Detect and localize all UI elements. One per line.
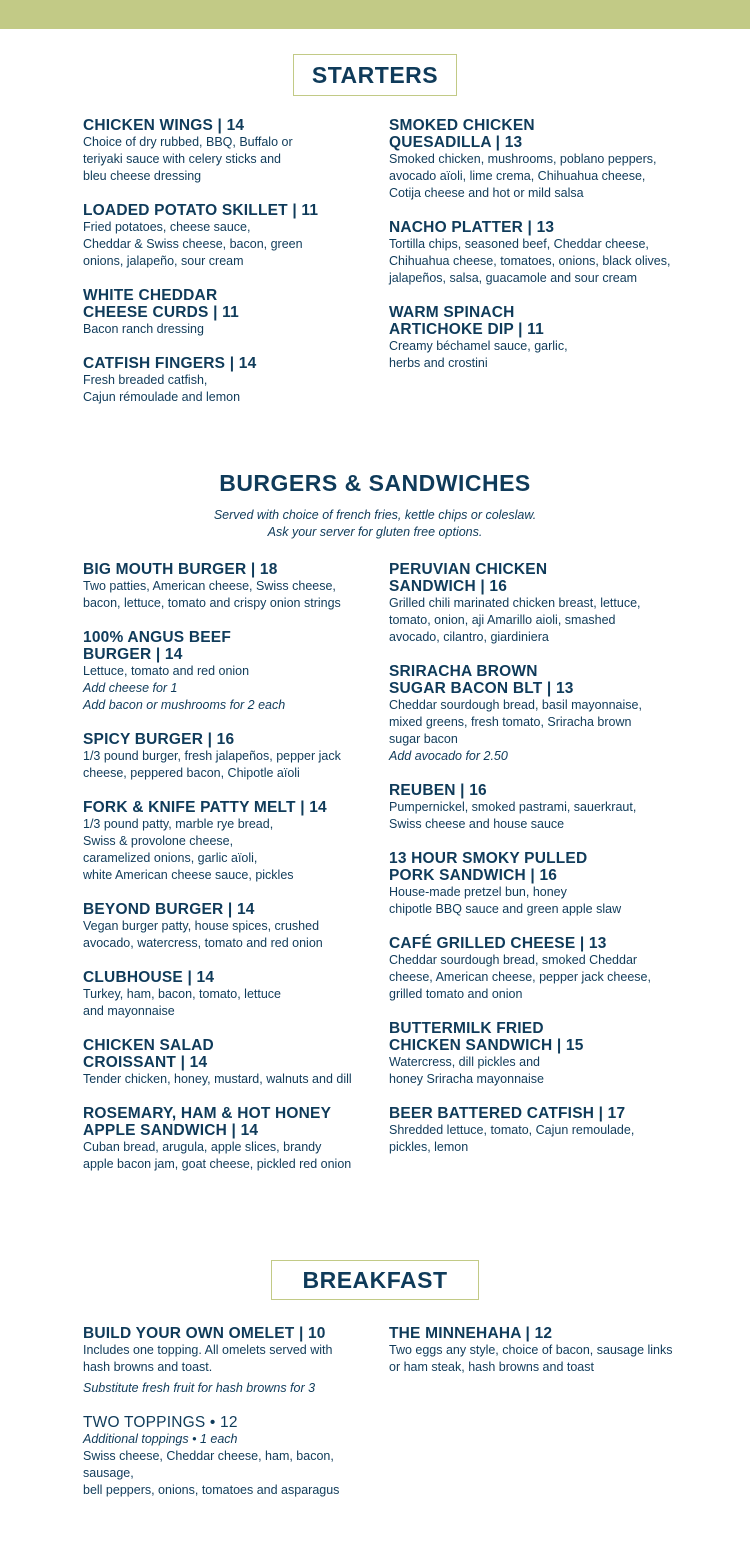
burgers-subtitle	[0, 507, 750, 541]
menu-item	[83, 1037, 383, 1088]
menu-item-description: or ham steak, hash browns and toast	[389, 1360, 594, 1374]
menu-item-name: BEYOND BURGER | 14	[83, 901, 255, 918]
menu-item-description: pickles, lemon	[389, 1140, 469, 1154]
menu-item-description: Cuban bread, arugula, apple slices, brandy	[83, 1140, 322, 1154]
menu-item	[389, 117, 689, 202]
menu-item-note: Add avocado for 2.50	[389, 749, 508, 763]
subtitle-line: Ask your server for gluten free options.	[267, 525, 483, 539]
menu-item-name: TWO TOPPINGS • 12	[83, 1414, 238, 1431]
menu-item-description: Cheddar sourdough bread, basil mayonnaise,	[389, 698, 642, 712]
menu-item-description: Tortilla chips, seasoned beef, Cheddar cheese,	[389, 237, 649, 251]
menu-item	[83, 1325, 383, 1397]
menu-item-name: SPICY BURGER | 16	[83, 731, 235, 748]
starters-left-column	[83, 117, 373, 423]
menu-item	[389, 850, 689, 918]
menu-item-description: bell peppers, onions, tomatoes and asparagus	[83, 1483, 340, 1497]
subtitle-line: Served with choice of french fries, kettle chips or coleslaw.	[213, 508, 537, 522]
menu-item-description: Smoked chicken, mushrooms, poblano peppers,	[389, 152, 657, 166]
menu-item	[83, 287, 373, 338]
menu-item-description: Grilled chili marinated chicken breast, lettuce,	[389, 596, 641, 610]
menu-item-description: Shredded lettuce, tomato, Cajun remoulade,	[389, 1123, 635, 1137]
menu-item-description: Cheddar sourdough bread, smoked Cheddar	[389, 953, 638, 967]
menu-item-description: Swiss cheese, Cheddar cheese, ham, bacon, sausage,	[83, 1449, 334, 1480]
menu-item	[389, 663, 689, 765]
menu-item-name: WARM SPINACH	[389, 304, 515, 321]
menu-item-name: BURGER | 14	[83, 646, 183, 663]
menu-item-description: honey Sriracha mayonnaise	[389, 1072, 544, 1086]
menu-item-description: Fried potatoes, cheese sauce,	[83, 220, 251, 234]
menu-item-description: Swiss & provolone cheese,	[83, 834, 234, 848]
menu-item-name: ARTICHOKE DIP | 11	[389, 321, 544, 338]
menu-item-name: CHEESE CURDS | 11	[83, 304, 239, 321]
menu-item-description: avocado aïoli, lime crema, Chihuahua cheese,	[389, 169, 646, 183]
menu-item-description: caramelized onions, garlic aïoli,	[83, 851, 258, 865]
menu-item	[389, 304, 689, 372]
menu-item-description: Choice of dry rubbed, BBQ, Buffalo or	[83, 135, 293, 149]
menu-item	[83, 355, 373, 406]
menu-item-name: WHITE CHEDDAR	[83, 287, 218, 304]
menu-item	[83, 202, 373, 270]
breakfast-left-column	[83, 1325, 383, 1516]
breakfast-title: BREAKFAST	[271, 1260, 479, 1300]
menu-item-description: and mayonnaise	[83, 1004, 175, 1018]
menu-item-description: Vegan burger patty, house spices, crushed	[83, 919, 320, 933]
menu-item-description: Lettuce, tomato and red onion	[83, 664, 250, 678]
menu-item	[83, 901, 383, 952]
menu-item-name: CROISSANT | 14	[83, 1054, 208, 1071]
menu-item-description: Swiss cheese and house sauce	[389, 817, 565, 831]
menu-item-description: cheese, American cheese, pepper jack cheese,	[389, 970, 651, 984]
menu-item-note: Additional toppings • 1 each	[83, 1432, 238, 1446]
menu-item	[83, 561, 383, 612]
menu-item-name: 13 HOUR SMOKY PULLED	[389, 850, 588, 867]
menu-item-description: Two eggs any style, choice of bacon, sausage links	[389, 1343, 673, 1357]
menu-item-description: Includes one topping. All omelets served with	[83, 1343, 333, 1357]
menu-item-name: NACHO PLATTER | 13	[389, 219, 555, 236]
menu-item-description: Two patties, American cheese, Swiss cheese,	[83, 579, 336, 593]
menu-item	[389, 1105, 689, 1156]
menu-item	[83, 731, 383, 782]
menu-item-name: CLUBHOUSE | 14	[83, 969, 215, 986]
menu-item	[389, 561, 689, 646]
burgers-right-column	[389, 561, 689, 1173]
menu-item-name: APPLE SANDWICH | 14	[83, 1122, 259, 1139]
menu-item-note: Add bacon or mushrooms for 2 each	[83, 698, 286, 712]
menu-item-description: herbs and crostini	[389, 356, 488, 370]
menu-item-description: 1/3 pound patty, marble rye bread,	[83, 817, 274, 831]
menu-item-name: BUILD YOUR OWN OMELET | 10	[83, 1325, 326, 1342]
menu-item-name: CHICKEN SALAD	[83, 1037, 214, 1054]
menu-item-description: apple bacon jam, goat cheese, pickled red onion	[83, 1157, 352, 1171]
menu-item-name: CAFÉ GRILLED CHEESE | 13	[389, 935, 607, 952]
menu-item-description: white American cheese sauce, pickles	[83, 868, 294, 882]
menu-item-description: jalapeños, salsa, guacamole and sour cream	[389, 271, 638, 285]
menu-item-description: 1/3 pound burger, fresh jalapeños, pepper jack	[83, 749, 341, 763]
menu-item-name: THE MINNEHAHA | 12	[389, 1325, 553, 1342]
breakfast-right-column	[389, 1325, 689, 1393]
menu-item	[83, 969, 383, 1020]
menu-item	[389, 935, 689, 1003]
menu-item-name: BEER BATTERED CATFISH | 17	[389, 1105, 626, 1122]
menu-item-description: Tender chicken, honey, mustard, walnuts and dill	[83, 1072, 352, 1086]
menu-item-description: Creamy béchamel sauce, garlic,	[389, 339, 568, 353]
menu-item-name: BUTTERMILK FRIED	[389, 1020, 544, 1037]
menu-item-description: sugar bacon	[389, 732, 458, 746]
menu-item-note: Add cheese for 1	[83, 681, 178, 695]
menu-item-name: FORK & KNIFE PATTY MELT | 14	[83, 799, 327, 816]
menu-item-name: SUGAR BACON BLT | 13	[389, 680, 574, 697]
menu-item-description: Chihuahua cheese, tomatoes, onions, black olives,	[389, 254, 671, 268]
menu-item-description: chipotle BBQ sauce and green apple slaw	[389, 902, 622, 916]
top-banner	[0, 0, 750, 29]
menu-item	[83, 117, 373, 185]
menu-item	[83, 1414, 383, 1499]
menu-item-description: Turkey, ham, bacon, tomato, lettuce	[83, 987, 282, 1001]
menu-item-name: CHICKEN SANDWICH | 15	[389, 1037, 584, 1054]
menu-item	[83, 629, 383, 714]
menu-item-note: Substitute fresh fruit for hash browns for 3	[83, 1381, 316, 1395]
menu-item-description: tomato, onion, aji Amarillo aioli, smashed	[389, 613, 616, 627]
menu-item-description: Cotija cheese and hot or mild salsa	[389, 186, 584, 200]
menu-item	[83, 799, 383, 884]
menu-item-description: Cheddar & Swiss cheese, bacon, green	[83, 237, 303, 251]
menu-item	[389, 1020, 689, 1088]
menu-item-description: Cajun rémoulade and lemon	[83, 390, 241, 404]
menu-item-name: ROSEMARY, HAM & HOT HONEY	[83, 1105, 332, 1122]
menu-item-name: LOADED POTATO SKILLET | 11	[83, 202, 319, 219]
menu-item-name: BIG MOUTH BURGER | 18	[83, 561, 278, 578]
menu-item-description: avocado, cilantro, giardiniera	[389, 630, 549, 644]
menu-item-name: PORK SANDWICH | 16	[389, 867, 558, 884]
starters-right-column	[389, 117, 689, 389]
menu-item-description: grilled tomato and onion	[389, 987, 523, 1001]
menu-item-name: SMOKED CHICKEN	[389, 117, 535, 134]
menu-item-description: Fresh breaded catfish,	[83, 373, 208, 387]
menu-item-name: CATFISH FINGERS | 14	[83, 355, 257, 372]
menu-item-description: Pumpernickel, smoked pastrami, sauerkraut,	[389, 800, 637, 814]
menu-item-description: Watercress, dill pickles and	[389, 1055, 540, 1069]
menu-item	[389, 219, 689, 287]
menu-item-description: cheese, peppered bacon, Chipotle aïoli	[83, 766, 300, 780]
menu-item-description: teriyaki sauce with celery sticks and	[83, 152, 281, 166]
menu-item-name: SANDWICH | 16	[389, 578, 508, 595]
menu-item	[389, 1325, 689, 1376]
menu-item-name: REUBEN | 16	[389, 782, 487, 799]
burgers-title: BURGERS & SANDWICHES	[219, 470, 531, 496]
menu-item-description: onions, jalapeño, sour cream	[83, 254, 244, 268]
starters-title: STARTERS	[293, 54, 457, 96]
menu-item	[389, 782, 689, 833]
menu-item-name: 100% ANGUS BEEF	[83, 629, 231, 646]
menu-item	[83, 1105, 383, 1173]
menu-item-description: House-made pretzel bun, honey	[389, 885, 567, 899]
burgers-left-column	[83, 561, 383, 1190]
menu-item-description: hash browns and toast.	[83, 1360, 213, 1374]
menu-item-name: PERUVIAN CHICKEN	[389, 561, 548, 578]
menu-item-description: avocado, watercress, tomato and red onion	[83, 936, 323, 950]
menu-item-description: bacon, lettuce, tomato and crispy onion strings	[83, 596, 341, 610]
menu-item-name: SRIRACHA BROWN	[389, 663, 538, 680]
menu-item-description: Bacon ranch dressing	[83, 322, 204, 336]
menu-item-description: bleu cheese dressing	[83, 169, 202, 183]
menu-item-description: mixed greens, fresh tomato, Sriracha brown	[389, 715, 632, 729]
menu-item-name: QUESADILLA | 13	[389, 134, 523, 151]
menu-item-name: CHICKEN WINGS | 14	[83, 117, 245, 134]
